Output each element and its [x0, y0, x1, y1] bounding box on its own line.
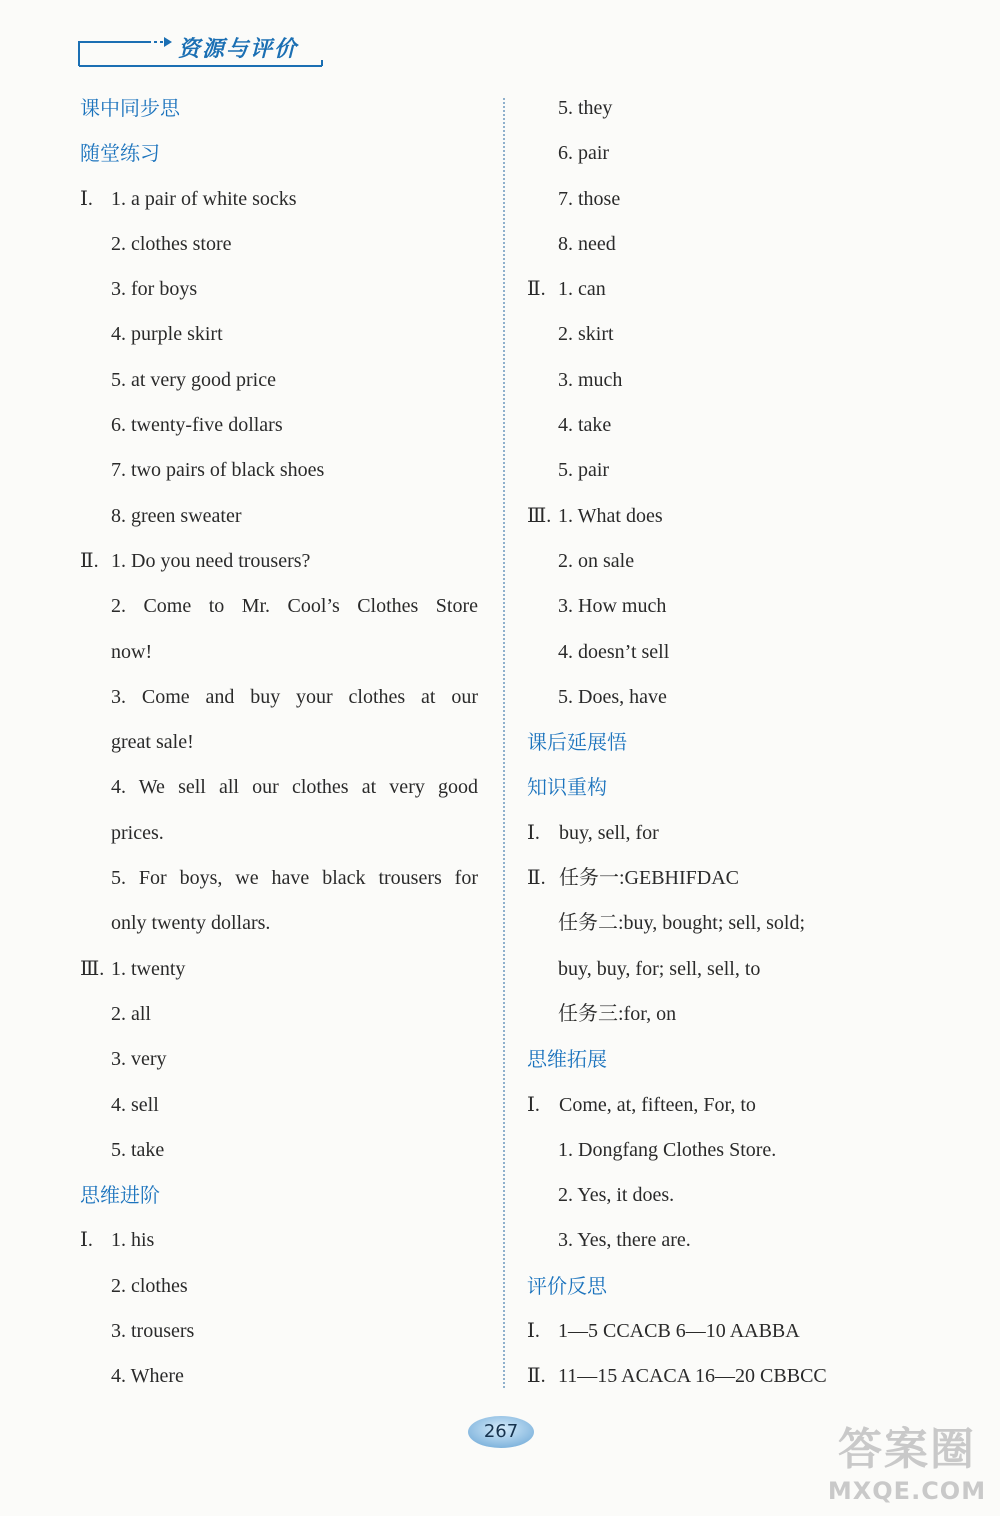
answer-line [80, 947, 480, 992]
answer-text: 1. Do you need trousers? [111, 549, 311, 572]
answer-line [527, 403, 927, 448]
answer-line [80, 1083, 480, 1128]
answer-line [527, 947, 927, 992]
answer-text: Come, at, fifteen, For, to [559, 1093, 756, 1116]
roman-numeral-label: Ⅱ. [527, 867, 546, 890]
answer-line [527, 494, 927, 539]
answer-line [527, 358, 927, 403]
answer-text: 2. clothes store [111, 232, 232, 255]
answer-line [527, 267, 927, 312]
answer-line [527, 901, 927, 946]
roman-numeral-label: Ⅱ. [527, 278, 546, 301]
answer-text: 6. twenty-five dollars [111, 414, 283, 437]
roman-numeral-label: Ⅰ. [80, 187, 93, 210]
answer-text: 5. pair [558, 459, 610, 482]
answer-line [527, 1354, 927, 1399]
answer-text: 2. clothes [111, 1274, 188, 1297]
roman-numeral-label: Ⅱ. [527, 1365, 546, 1388]
answer-text: 任务三:for, on [558, 1002, 677, 1025]
answer-text: buy, buy, for; sell, sell, to [558, 957, 761, 980]
section-heading: 评价反思 [527, 1273, 607, 1298]
column-divider [503, 98, 505, 1388]
answer-text: 7. two pairs of black shoes [111, 459, 325, 482]
answer-line [527, 811, 927, 856]
answer-line [80, 765, 480, 810]
answer-text: prices. [111, 821, 164, 844]
page-footer [467, 1414, 535, 1450]
answer-line [80, 720, 480, 765]
answer-text: 7. those [558, 187, 621, 210]
answer-text: 1—5 CCACB 6—10 AABBA [558, 1320, 800, 1343]
answer-line [527, 539, 927, 584]
answer-text: 1. What does [558, 504, 663, 527]
answer-line [80, 630, 480, 675]
answer-line [80, 494, 480, 539]
header-title: 资源与评价 [178, 37, 299, 62]
answer-line [80, 1309, 480, 1354]
answer-line [527, 856, 927, 901]
answer-line [80, 177, 480, 222]
answer-line [80, 675, 480, 720]
answer-line [80, 901, 480, 946]
answer-line [527, 312, 927, 357]
answer-line [80, 539, 480, 584]
answer-line [80, 584, 480, 629]
answer-line [527, 584, 927, 629]
answer-line [80, 1128, 480, 1173]
answer-line [527, 1083, 927, 1128]
answer-line [80, 992, 480, 1037]
section-heading: 课后延展悟 [527, 730, 627, 755]
roman-numeral-label: Ⅰ. [80, 1229, 93, 1252]
answer-line [527, 630, 927, 675]
answer-text: now! [111, 640, 153, 663]
right-column [527, 86, 927, 1400]
answer-line [80, 222, 480, 267]
answer-line [527, 1309, 927, 1354]
answer-line [80, 1037, 480, 1082]
answer-line [80, 358, 480, 403]
answer-text: 2. Yes, it does. [558, 1184, 675, 1207]
section-heading: 思维进阶 [80, 1183, 160, 1208]
answer-text: 1. a pair of white socks [111, 187, 297, 210]
answer-line [527, 222, 927, 267]
roman-numeral-label: Ⅰ. [527, 1320, 540, 1343]
roman-numeral-label: Ⅰ. [527, 1093, 540, 1116]
answer-text: 2. Come to Mr. Cool’s Clothes Store [111, 595, 478, 618]
answer-text: 3. for boys [111, 278, 198, 301]
answer-text: buy, sell, for [559, 821, 659, 844]
section-heading: 思维拓展 [527, 1047, 607, 1072]
answer-text: 5. Does, have [558, 685, 667, 708]
answer-text: 3. How much [558, 595, 667, 618]
answer-text: 2. on sale [558, 549, 635, 572]
answer-text: 3. much [558, 368, 623, 391]
answer-text: 1. his [111, 1229, 155, 1252]
answer-text: 4. sell [111, 1093, 159, 1116]
section-heading: 知识重构 [527, 775, 607, 800]
answer-text: 6. pair [558, 142, 610, 165]
section-heading: 随堂练习 [80, 141, 160, 166]
answer-text: 5. take [111, 1138, 165, 1161]
answer-line [527, 131, 927, 176]
answer-line [527, 1218, 927, 1263]
answer-text: great sale! [111, 731, 194, 754]
answer-line [527, 86, 927, 131]
answer-text: 任务一:GEBHIFDAC [559, 867, 740, 890]
watermark [822, 1424, 992, 1512]
answer-line [80, 811, 480, 856]
answer-line [80, 1264, 480, 1309]
answer-text: 4. take [558, 414, 612, 437]
answer-line [527, 1128, 927, 1173]
answer-text: 4. doesn’t sell [558, 640, 670, 663]
answer-line [80, 403, 480, 448]
section-heading: 课中同步思 [80, 96, 180, 120]
answer-line [80, 448, 480, 493]
answer-text: 1. Dongfang Clothes Store. [558, 1138, 777, 1161]
answer-line [80, 1218, 480, 1263]
answer-text: 3. trousers [111, 1320, 195, 1343]
watermark-logo-text: 答案圈 [838, 1424, 976, 1475]
roman-numeral-label: Ⅲ. [80, 957, 105, 980]
answer-text: 1. twenty [111, 957, 186, 980]
watermark-url: MXQE.COM [827, 1477, 987, 1505]
answer-line [527, 448, 927, 493]
answer-text: 2. all [111, 1002, 151, 1025]
header-banner [78, 30, 326, 70]
answer-text: only twenty dollars. [111, 912, 271, 935]
answer-line [527, 992, 927, 1037]
answer-text: 4. Where [111, 1365, 184, 1388]
left-column [80, 86, 480, 1400]
answer-line [527, 1173, 927, 1218]
answer-text: 5. For boys, we have black trousers for [111, 867, 478, 890]
answer-line [527, 675, 927, 720]
answer-text: 5. they [558, 97, 613, 119]
answer-text: 任务二:buy, bought; sell, sold; [558, 912, 806, 935]
page-number: 267 [483, 1421, 519, 1442]
answer-text: 3. Yes, there are. [558, 1229, 691, 1252]
answer-text: 4. We sell all our clothes at very good [111, 776, 478, 799]
answer-text: 8. green sweater [111, 504, 242, 527]
answer-line [80, 312, 480, 357]
answer-line [527, 177, 927, 222]
answer-text: 5. at very good price [111, 368, 276, 391]
roman-numeral-label: Ⅱ. [80, 549, 99, 572]
answer-text: 8. need [558, 232, 616, 255]
answer-text: 11—15 ACACA 16—20 CBBCC [558, 1365, 827, 1388]
answer-line [80, 856, 480, 901]
answer-text: 4. purple skirt [111, 323, 223, 346]
answer-text: 2. skirt [558, 323, 614, 346]
roman-numeral-label: Ⅰ. [527, 821, 540, 844]
answer-line [80, 1354, 480, 1399]
answer-text: 3. very [111, 1048, 167, 1071]
answer-line [80, 267, 480, 312]
answer-text: 1. can [558, 278, 606, 301]
roman-numeral-label: Ⅲ. [527, 504, 552, 527]
answer-text: 3. Come and buy your clothes at our [111, 685, 478, 708]
